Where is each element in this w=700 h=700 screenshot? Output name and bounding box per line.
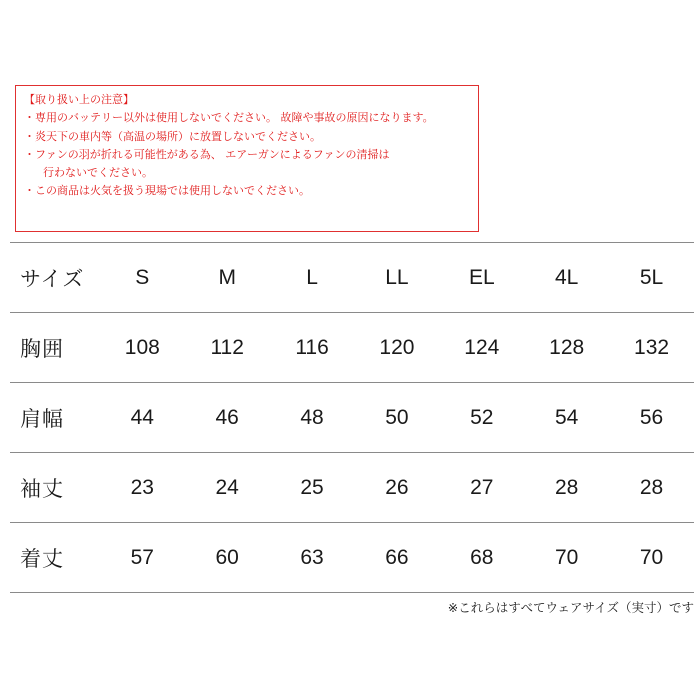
row-label: 袖丈 [20, 476, 64, 501]
value-cell: 120 [379, 335, 415, 359]
notice-item: ・ファンの羽が折れる可能性がある為、 エアーガンによるファンの清掃は [24, 147, 390, 161]
value-cell: 50 [385, 405, 409, 429]
value-cell: 60 [215, 545, 239, 569]
value-cell: 48 [300, 405, 324, 429]
row-label: 肩幅 [20, 406, 64, 431]
table-row [10, 453, 694, 523]
size-header-row [10, 243, 694, 313]
value-cell: 28 [639, 475, 664, 499]
row-label: 着丈 [20, 546, 64, 571]
value-cell: 23 [130, 475, 154, 499]
size-table [10, 242, 694, 593]
row-label: サイズ [20, 266, 85, 291]
value-cell: 46 [215, 405, 239, 429]
value-cell: 57 [130, 545, 154, 569]
value-cell: 27 [470, 475, 494, 499]
size-cell: LL [385, 265, 409, 289]
table-row [10, 383, 694, 453]
value-cell: 28 [555, 475, 579, 499]
notice-item: ・専用のバッテリー以外は使用しないでください。 故障や事故の原因になります。 [24, 111, 434, 125]
value-cell: 128 [549, 335, 585, 359]
value-cell: 116 [295, 335, 329, 359]
value-cell: 63 [300, 545, 324, 569]
table-row [10, 523, 694, 592]
row-label: 胸囲 [20, 336, 64, 361]
value-cell: 24 [215, 475, 239, 499]
value-cell: 70 [639, 545, 664, 569]
value-cell: 70 [555, 545, 579, 569]
size-cell: EL [468, 265, 495, 289]
notice-item-continued: 行わないでください。 [43, 166, 153, 180]
table-row [10, 313, 694, 383]
value-cell: 66 [385, 545, 409, 569]
size-cell: M [218, 265, 236, 289]
notice-item: ・炎天下の車内等（高温の場所）に放置しないでください。 [24, 129, 321, 143]
value-cell: 132 [634, 335, 670, 359]
size-cell: 4L [555, 265, 579, 289]
size-cell: L [306, 265, 318, 289]
value-cell: 52 [470, 405, 494, 429]
value-cell: 56 [639, 405, 664, 429]
value-cell: 108 [124, 335, 160, 359]
value-cell: 44 [130, 405, 154, 429]
size-cell: S [135, 265, 150, 289]
footnote: ※これらはすべてウェアサイズ（実寸）です [447, 600, 694, 615]
value-cell: 26 [385, 475, 409, 499]
caution-notice [15, 85, 479, 232]
value-cell: 25 [300, 475, 324, 499]
value-cell: 54 [555, 405, 579, 429]
notice-title: 【取り扱い上の注意】 [24, 93, 134, 106]
value-cell: 124 [464, 335, 500, 359]
size-cell: 5L [639, 265, 664, 289]
notice-item: ・この商品は火気を扱う現場では使用しないでください。 [24, 184, 310, 198]
value-cell: 112 [210, 335, 244, 359]
value-cell: 68 [470, 545, 494, 569]
